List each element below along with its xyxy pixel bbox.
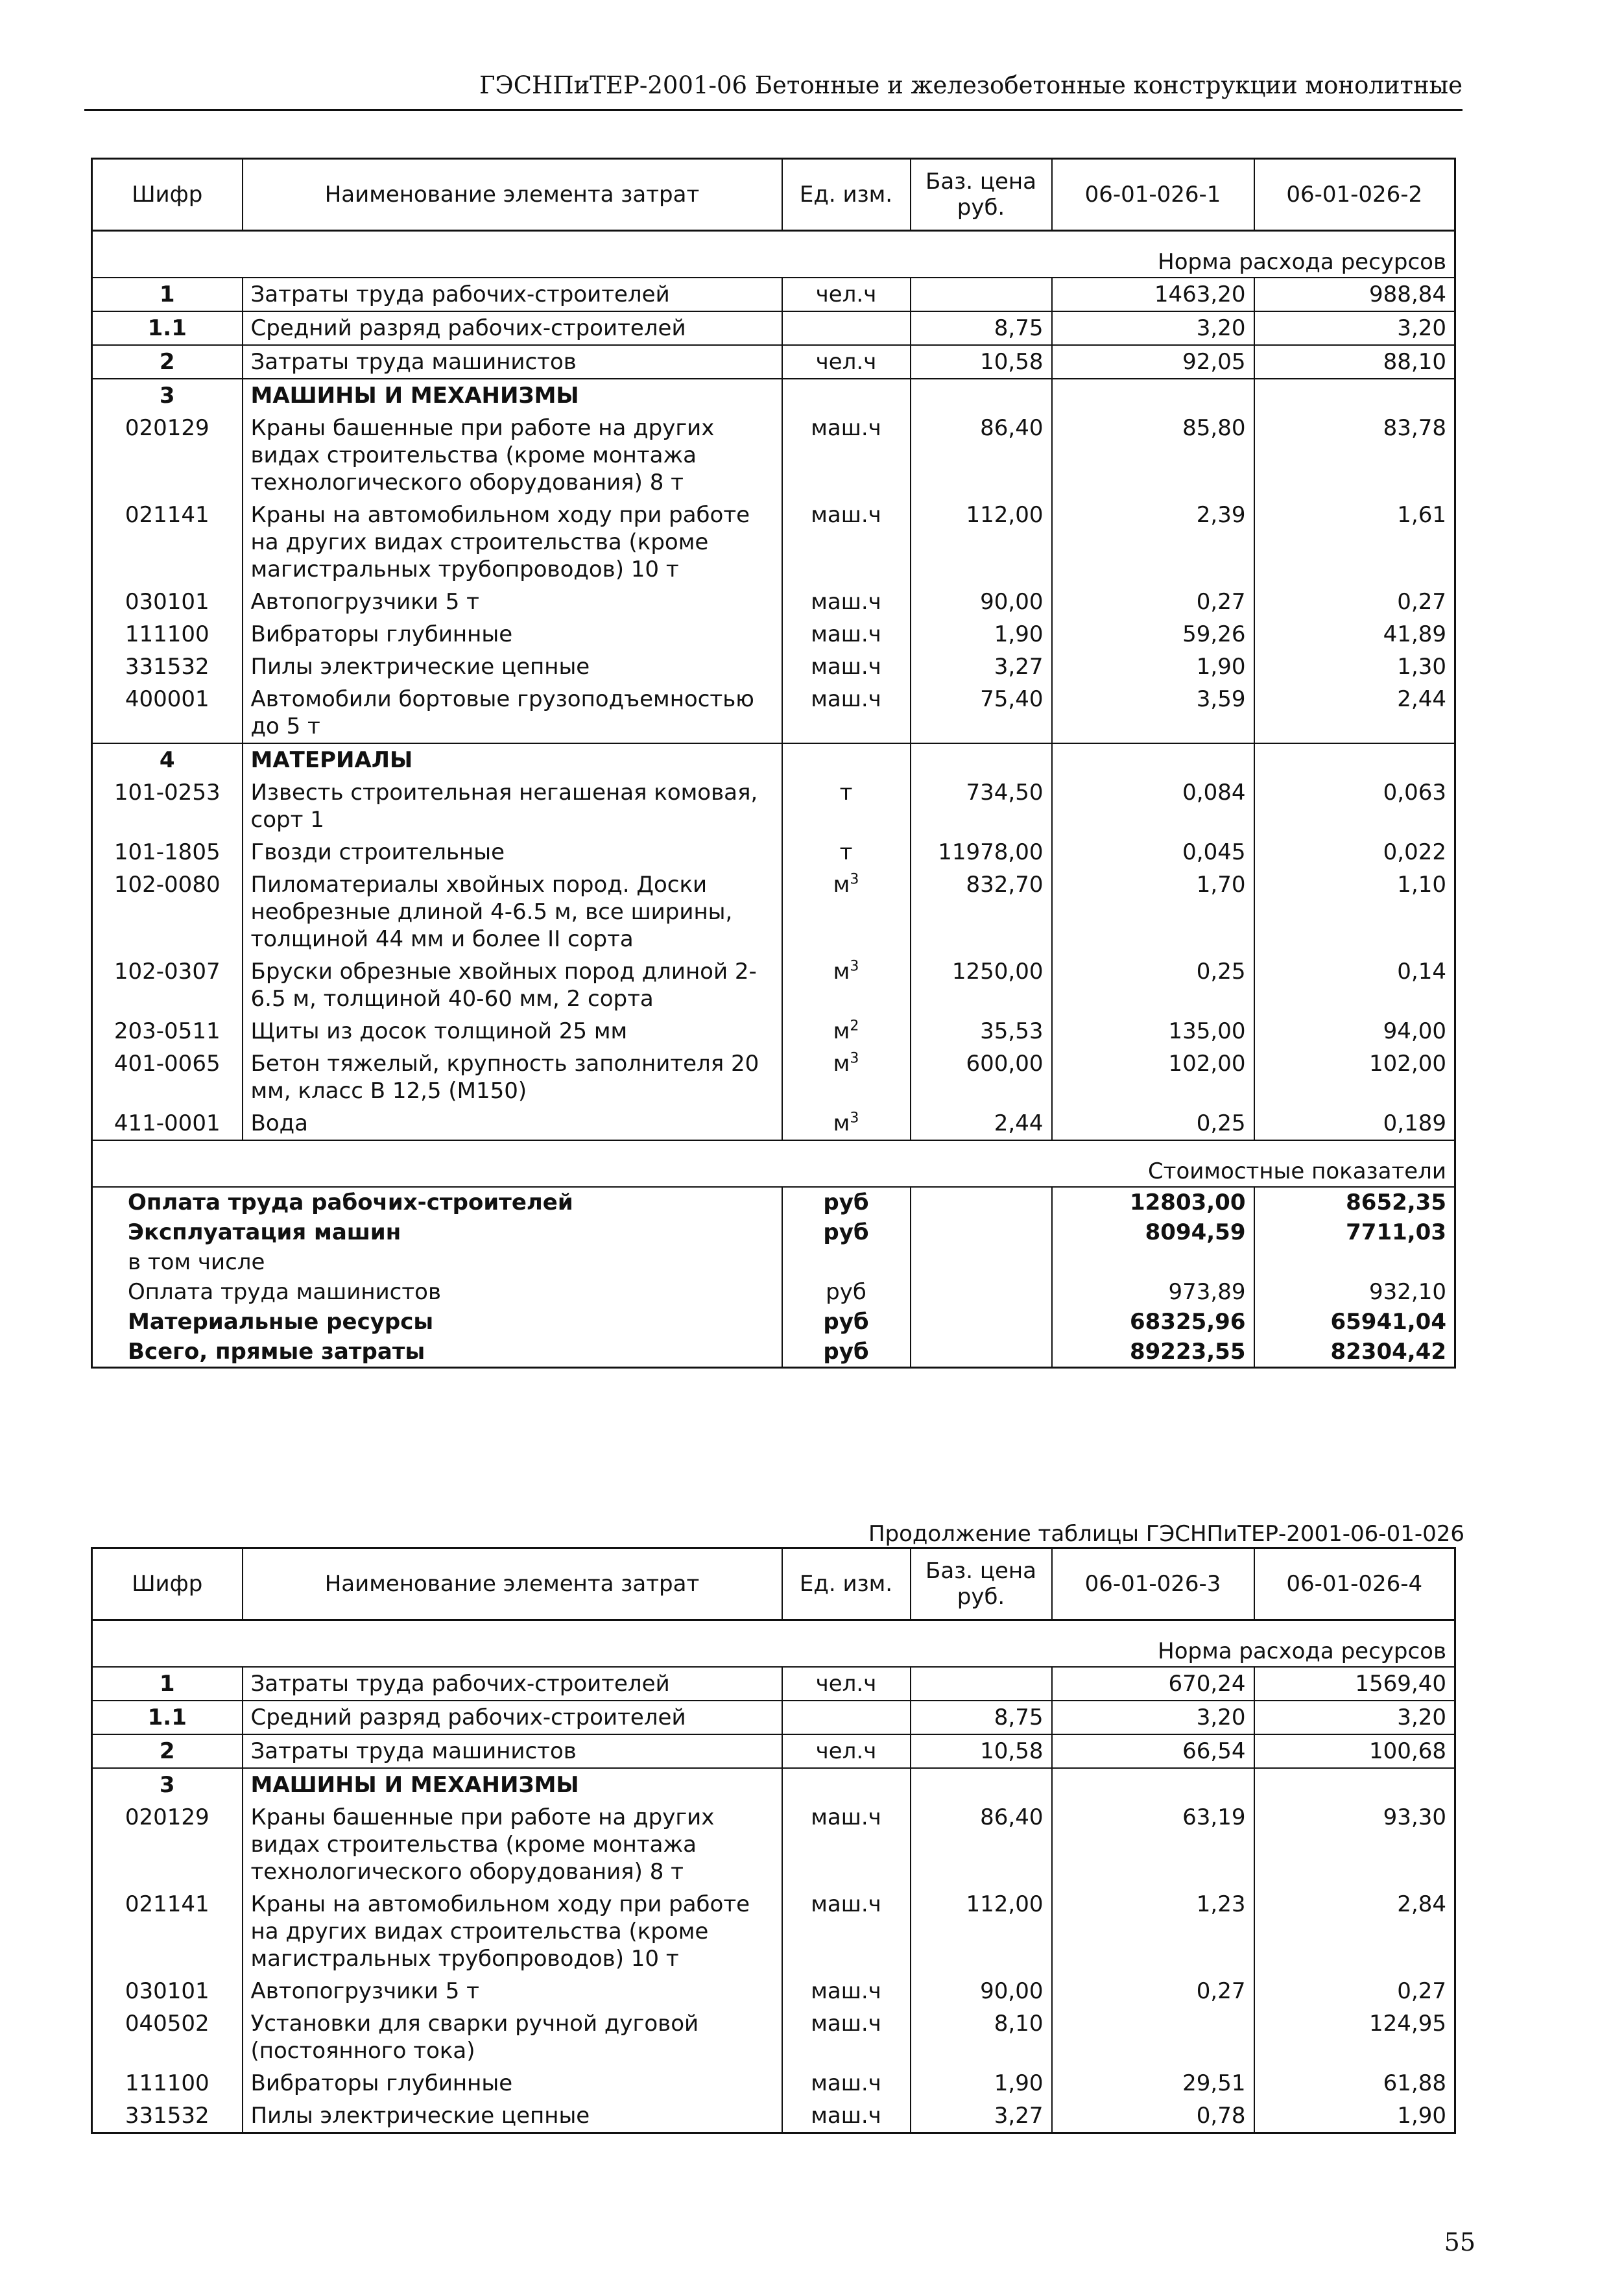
- row-price: 734,50: [911, 776, 1052, 836]
- table-row: [92, 1701, 1455, 1734]
- row-value-a: 0,27: [1052, 1975, 1254, 2007]
- row-code: 203-0511: [92, 1015, 243, 1047]
- row-unit: маш.ч: [782, 2067, 911, 2100]
- row-value-a: 3,20: [1052, 311, 1254, 345]
- unit-exponent: 3: [850, 1110, 859, 1127]
- unit-text: м: [833, 1051, 850, 1077]
- row-value-b: 0,27: [1254, 1975, 1455, 2007]
- row-value-a: 3,59: [1052, 683, 1254, 743]
- resource-table-2: [91, 1547, 1456, 2134]
- row-value-a: 1,23: [1052, 1888, 1254, 1975]
- norm-label-row: [92, 231, 1455, 278]
- row-value-b: 2,44: [1254, 683, 1455, 743]
- row-unit: маш.ч: [782, 618, 911, 651]
- header-rule: [84, 109, 1463, 111]
- unit-exponent: 2: [850, 1018, 859, 1035]
- row-name: Средний разряд рабочих-строителей: [243, 1701, 782, 1734]
- row-value-a: 135,00: [1052, 1015, 1254, 1047]
- row-value-b: 988,84: [1254, 278, 1455, 311]
- row-value-b: 0,27: [1254, 586, 1455, 618]
- row-name: Установки для сварки ручной дуговой (постоянного тока): [243, 2007, 782, 2067]
- row-value-b: 1,10: [1254, 868, 1455, 955]
- row-unit: маш.ч: [782, 1801, 911, 1888]
- row-price: 3,27: [911, 2100, 1052, 2133]
- row-value-a: [1052, 1768, 1254, 1801]
- row-code: 111100: [92, 2067, 243, 2100]
- row-code: 2: [92, 1734, 243, 1768]
- row-name: Затраты труда машинистов: [243, 1734, 782, 1768]
- table-row: [92, 743, 1455, 776]
- row-value-b: 41,89: [1254, 618, 1455, 651]
- cost-price: [911, 1247, 1052, 1277]
- cost-label: Стоимостные показатели: [92, 1140, 1455, 1187]
- row-name: Краны на автомобильном ходу при работе на других видах строительства (кроме магистральных трубопроводов) 10 т: [243, 1888, 782, 1975]
- table-1-body: [92, 278, 1455, 1140]
- cost-name: Оплата труда рабочих-строителей: [92, 1187, 782, 1217]
- col-header-unit: Ед. изм.: [782, 1548, 911, 1620]
- row-value-b: 0,063: [1254, 776, 1455, 836]
- unit-exponent: 3: [850, 1050, 859, 1067]
- row-value-b: [1254, 379, 1455, 412]
- cost-name: Эксплуатация машин: [92, 1217, 782, 1247]
- col-header-b: 06-01-026-2: [1254, 159, 1455, 231]
- row-value-a: 85,80: [1052, 412, 1254, 499]
- row-price: 10,58: [911, 345, 1052, 379]
- row-name: Пиломатериалы хвойных пород. Доски необрезные длиной 4-6.5 м, все ширины, толщиной 44 мм и более II сорта: [243, 868, 782, 955]
- col-header-code: Шифр: [92, 1548, 243, 1620]
- row-code: 101-1805: [92, 836, 243, 868]
- cost-value-b: 932,10: [1254, 1277, 1455, 1307]
- table-row: [92, 836, 1455, 868]
- unit-text: м: [833, 959, 850, 985]
- row-value-a: [1052, 2007, 1254, 2067]
- row-value-b: 1,30: [1254, 651, 1455, 683]
- row-code: 020129: [92, 1801, 243, 1888]
- row-name: Автомобили бортовые грузоподъемностью до 5 т: [243, 683, 782, 743]
- row-price: 3,27: [911, 651, 1052, 683]
- cost-row: [92, 1337, 1455, 1368]
- row-price: 832,70: [911, 868, 1052, 955]
- row-value-b: [1254, 1768, 1455, 1801]
- row-price: 2,44: [911, 1107, 1052, 1140]
- cost-row: [92, 1217, 1455, 1247]
- cost-name: Всего, прямые затраты: [92, 1337, 782, 1368]
- row-value-b: 1,90: [1254, 2100, 1455, 2133]
- row-name: МАТЕРИАЛЫ: [243, 743, 782, 776]
- row-name: Щиты из досок толщиной 25 мм: [243, 1015, 782, 1047]
- cost-name: Материальные ресурсы: [92, 1307, 782, 1337]
- row-value-a: 1,70: [1052, 868, 1254, 955]
- cost-value-a: 8094,59: [1052, 1217, 1254, 1247]
- cost-price: [911, 1277, 1052, 1307]
- row-name: Автопогрузчики 5 т: [243, 1975, 782, 2007]
- table-row: [92, 1015, 1455, 1047]
- cost-unit: руб: [782, 1217, 911, 1247]
- table-row: [92, 345, 1455, 379]
- row-name: Краны башенные при работе на других видах строительства (кроме монтажа технологического оборудования) 8 т: [243, 1801, 782, 1888]
- row-value-b: 3,20: [1254, 311, 1455, 345]
- row-name: Краны башенные при работе на других видах строительства (кроме монтажа технологического оборудования) 8 т: [243, 412, 782, 499]
- unit-exponent: 3: [850, 958, 859, 975]
- table-row: [92, 379, 1455, 412]
- row-code: 3: [92, 1768, 243, 1801]
- row-value-b: 83,78: [1254, 412, 1455, 499]
- table-header-row: [92, 1548, 1455, 1620]
- row-price: 90,00: [911, 586, 1052, 618]
- unit-exponent: 3: [850, 871, 859, 888]
- row-value-b: 100,68: [1254, 1734, 1455, 1768]
- row-name: Бруски обрезные хвойных пород длиной 2-6.5 м, толщиной 40-60 мм, 2 сорта: [243, 955, 782, 1015]
- table-row: [92, 586, 1455, 618]
- row-price: 86,40: [911, 1801, 1052, 1888]
- row-code: 331532: [92, 2100, 243, 2133]
- row-name: Вода: [243, 1107, 782, 1140]
- row-code: 101-0253: [92, 776, 243, 836]
- row-name: Средний разряд рабочих-строителей: [243, 311, 782, 345]
- row-value-b: 94,00: [1254, 1015, 1455, 1047]
- row-value-a: 0,25: [1052, 955, 1254, 1015]
- row-unit: маш.ч: [782, 683, 911, 743]
- row-name: МАШИНЫ И МЕХАНИЗМЫ: [243, 1768, 782, 1801]
- row-unit: чел.ч: [782, 1667, 911, 1701]
- unit-text: м: [833, 1110, 850, 1136]
- row-unit: чел.ч: [782, 345, 911, 379]
- row-price: [911, 1667, 1052, 1701]
- col-header-price: Баз. цена руб.: [911, 1548, 1052, 1620]
- page-header: ГЭСНПиТЕР-2001-06 Бетонные и железобетонные конструкции монолитные: [479, 71, 1463, 99]
- cost-value-a: 68325,96: [1052, 1307, 1254, 1337]
- cost-name: Оплата труда машинистов: [92, 1277, 782, 1307]
- cost-row: [92, 1307, 1455, 1337]
- table-header-row: [92, 159, 1455, 231]
- row-unit: маш.ч: [782, 499, 911, 586]
- unit-text: м: [833, 872, 850, 898]
- cost-value-a: 89223,55: [1052, 1337, 1254, 1368]
- row-price: 90,00: [911, 1975, 1052, 2007]
- row-name: Пилы электрические цепные: [243, 2100, 782, 2133]
- cost-unit: руб: [782, 1277, 911, 1307]
- row-code: 2: [92, 345, 243, 379]
- table-row: [92, 311, 1455, 345]
- row-price: 1250,00: [911, 955, 1052, 1015]
- row-name: Вибраторы глубинные: [243, 618, 782, 651]
- cost-price: [911, 1187, 1052, 1217]
- cost-value-b: 65941,04: [1254, 1307, 1455, 1337]
- row-value-b: 0,14: [1254, 955, 1455, 1015]
- row-value-b: 0,189: [1254, 1107, 1455, 1140]
- row-price: [911, 278, 1052, 311]
- row-unit: [782, 1047, 911, 1107]
- row-value-a: 0,084: [1052, 776, 1254, 836]
- row-unit: т: [782, 776, 911, 836]
- row-unit: маш.ч: [782, 651, 911, 683]
- row-unit: [782, 311, 911, 345]
- row-name: Автопогрузчики 5 т: [243, 586, 782, 618]
- row-unit: маш.ч: [782, 2100, 911, 2133]
- row-code: 1: [92, 278, 243, 311]
- cost-row: [92, 1247, 1455, 1277]
- row-price: 1,90: [911, 618, 1052, 651]
- row-unit: [782, 1107, 911, 1140]
- row-value-a: 670,24: [1052, 1667, 1254, 1701]
- col-header-price: Баз. цена руб.: [911, 159, 1052, 231]
- table-row: [92, 683, 1455, 743]
- row-value-a: 0,045: [1052, 836, 1254, 868]
- row-price: [911, 1768, 1052, 1801]
- table-row: [92, 1801, 1455, 1888]
- row-code: 021141: [92, 1888, 243, 1975]
- row-code: 030101: [92, 1975, 243, 2007]
- norm-label: Норма расхода ресурсов: [1158, 249, 1446, 275]
- row-unit: [782, 1015, 911, 1047]
- row-value-b: 3,20: [1254, 1701, 1455, 1734]
- cost-unit: [782, 1247, 911, 1277]
- row-value-a: 0,25: [1052, 1107, 1254, 1140]
- row-price: 600,00: [911, 1047, 1052, 1107]
- row-price: 112,00: [911, 499, 1052, 586]
- row-code: 411-0001: [92, 1107, 243, 1140]
- row-value-a: 1463,20: [1052, 278, 1254, 311]
- row-value-a: 0,78: [1052, 2100, 1254, 2133]
- row-value-b: 1569,40: [1254, 1667, 1455, 1701]
- row-value-b: 102,00: [1254, 1047, 1455, 1107]
- row-value-b: 0,022: [1254, 836, 1455, 868]
- cost-unit: руб: [782, 1307, 911, 1337]
- row-price: 1,90: [911, 2067, 1052, 2100]
- row-price: 75,40: [911, 683, 1052, 743]
- row-code: 1.1: [92, 311, 243, 345]
- row-value-b: 88,10: [1254, 345, 1455, 379]
- row-code: 102-0307: [92, 955, 243, 1015]
- row-value-a: 102,00: [1052, 1047, 1254, 1107]
- row-value-b: 93,30: [1254, 1801, 1455, 1888]
- row-value-b: 124,95: [1254, 2007, 1455, 2067]
- row-value-a: 59,26: [1052, 618, 1254, 651]
- row-unit: [782, 868, 911, 955]
- row-code: 030101: [92, 586, 243, 618]
- col-header-name: Наименование элемента затрат: [243, 1548, 782, 1620]
- row-code: 020129: [92, 412, 243, 499]
- unit-text: м: [833, 1018, 850, 1044]
- table-row: [92, 2100, 1455, 2133]
- table-2-body: [92, 1667, 1455, 2133]
- row-price: [911, 743, 1052, 776]
- page-number: 55: [1444, 2228, 1475, 2256]
- row-name: Пилы электрические цепные: [243, 651, 782, 683]
- table-row: [92, 1734, 1455, 1768]
- cost-label-row: [92, 1140, 1455, 1187]
- row-name: Известь строительная негашеная комовая, сорт 1: [243, 776, 782, 836]
- row-name: Затраты труда рабочих-строителей: [243, 278, 782, 311]
- cost-value-b: 82304,42: [1254, 1337, 1455, 1368]
- cost-value-a: [1052, 1247, 1254, 1277]
- row-price: 8,75: [911, 311, 1052, 345]
- cost-price: [911, 1337, 1052, 1368]
- row-unit: [782, 955, 911, 1015]
- table-row: [92, 1975, 1455, 2007]
- cost-unit: руб: [782, 1337, 911, 1368]
- cost-value-b: [1254, 1247, 1455, 1277]
- col-header-name: Наименование элемента затрат: [243, 159, 782, 231]
- row-price: 11978,00: [911, 836, 1052, 868]
- row-value-b: [1254, 743, 1455, 776]
- cost-value-b: 7711,03: [1254, 1217, 1455, 1247]
- row-unit: чел.ч: [782, 1734, 911, 1768]
- norm-label: Норма расхода ресурсов: [1158, 1638, 1446, 1664]
- row-code: 021141: [92, 499, 243, 586]
- table-row: [92, 1768, 1455, 1801]
- cost-value-a: 973,89: [1052, 1277, 1254, 1307]
- row-price: [911, 379, 1052, 412]
- cost-row: [92, 1187, 1455, 1217]
- table-row: [92, 499, 1455, 586]
- row-unit: маш.ч: [782, 1888, 911, 1975]
- row-unit: маш.ч: [782, 2007, 911, 2067]
- row-price: 35,53: [911, 1015, 1052, 1047]
- table-row: [92, 776, 1455, 836]
- row-code: 1.1: [92, 1701, 243, 1734]
- row-name: Вибраторы глубинные: [243, 2067, 782, 2100]
- row-name: Гвозди строительные: [243, 836, 782, 868]
- row-value-a: 1,90: [1052, 651, 1254, 683]
- cost-value-b: 8652,35: [1254, 1187, 1455, 1217]
- row-code: 331532: [92, 651, 243, 683]
- row-code: 102-0080: [92, 868, 243, 955]
- table-row: [92, 1047, 1455, 1107]
- row-value-a: 3,20: [1052, 1701, 1254, 1734]
- row-unit: [782, 1768, 911, 1801]
- row-value-a: 29,51: [1052, 2067, 1254, 2100]
- row-value-a: 2,39: [1052, 499, 1254, 586]
- row-value-a: [1052, 379, 1254, 412]
- row-code: 3: [92, 379, 243, 412]
- cost-name: в том числе: [92, 1247, 782, 1277]
- resource-table-1: [91, 158, 1456, 1369]
- cost-price: [911, 1307, 1052, 1337]
- row-unit: [782, 1701, 911, 1734]
- table-row: [92, 278, 1455, 311]
- col-header-a: 06-01-026-1: [1052, 159, 1254, 231]
- norm-label-row: [92, 1620, 1455, 1668]
- row-price: 8,75: [911, 1701, 1052, 1734]
- row-unit: [782, 743, 911, 776]
- row-code: 400001: [92, 683, 243, 743]
- row-code: 401-0065: [92, 1047, 243, 1107]
- row-code: 111100: [92, 618, 243, 651]
- table-row: [92, 1107, 1455, 1140]
- row-code: 040502: [92, 2007, 243, 2067]
- row-name: Затраты труда рабочих-строителей: [243, 1667, 782, 1701]
- row-unit: т: [782, 836, 911, 868]
- row-value-a: [1052, 743, 1254, 776]
- row-value-b: 1,61: [1254, 499, 1455, 586]
- table-row: [92, 868, 1455, 955]
- row-price: 10,58: [911, 1734, 1052, 1768]
- table-row: [92, 1667, 1455, 1701]
- row-name: МАШИНЫ И МЕХАНИЗМЫ: [243, 379, 782, 412]
- table-row: [92, 618, 1455, 651]
- cost-row: [92, 1277, 1455, 1307]
- row-code: 4: [92, 743, 243, 776]
- row-name: Затраты труда машинистов: [243, 345, 782, 379]
- col-header-a: 06-01-026-3: [1052, 1548, 1254, 1620]
- row-value-a: 63,19: [1052, 1801, 1254, 1888]
- row-price: 8,10: [911, 2007, 1052, 2067]
- table-row: [92, 2007, 1455, 2067]
- row-unit: маш.ч: [782, 1975, 911, 2007]
- table-row: [92, 651, 1455, 683]
- row-value-a: 92,05: [1052, 345, 1254, 379]
- row-name: Бетон тяжелый, крупность заполнителя 20 мм, класс В 12,5 (М150): [243, 1047, 782, 1107]
- continuation-caption: Продолжение таблицы ГЭСНПиТЕР-2001-06-01-026: [868, 1521, 1464, 1547]
- row-name: Краны на автомобильном ходу при работе на других видах строительства (кроме магистральных трубопроводов) 10 т: [243, 499, 782, 586]
- row-unit: [782, 379, 911, 412]
- row-value-b: 2,84: [1254, 1888, 1455, 1975]
- col-header-b: 06-01-026-4: [1254, 1548, 1455, 1620]
- table-row: [92, 1888, 1455, 1975]
- row-price: 112,00: [911, 1888, 1052, 1975]
- row-unit: маш.ч: [782, 586, 911, 618]
- row-unit: маш.ч: [782, 412, 911, 499]
- table-1-costs: [92, 1140, 1455, 1368]
- row-code: 1: [92, 1667, 243, 1701]
- table-row: [92, 2067, 1455, 2100]
- col-header-unit: Ед. изм.: [782, 159, 911, 231]
- row-price: 86,40: [911, 412, 1052, 499]
- cost-value-a: 12803,00: [1052, 1187, 1254, 1217]
- table-row: [92, 955, 1455, 1015]
- table-row: [92, 412, 1455, 499]
- col-header-code: Шифр: [92, 159, 243, 231]
- row-value-b: 61,88: [1254, 2067, 1455, 2100]
- cost-price: [911, 1217, 1052, 1247]
- row-value-a: 66,54: [1052, 1734, 1254, 1768]
- row-unit: чел.ч: [782, 278, 911, 311]
- row-value-a: 0,27: [1052, 586, 1254, 618]
- cost-unit: руб: [782, 1187, 911, 1217]
